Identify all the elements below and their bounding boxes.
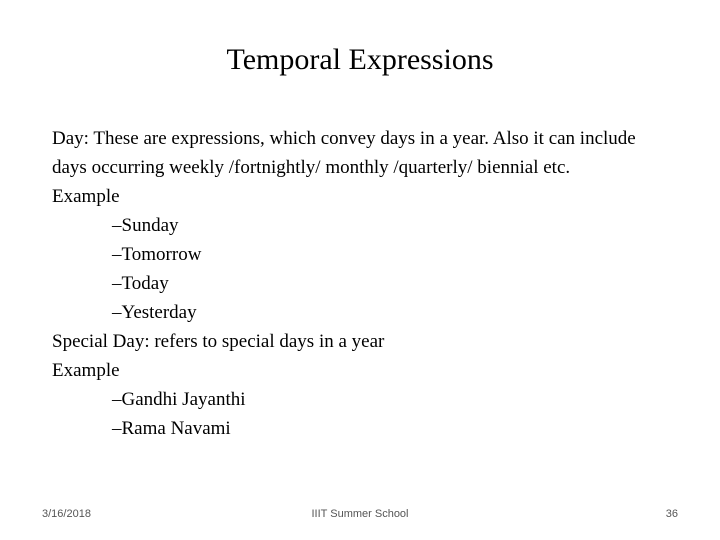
day-example-item: –Tomorrow [112,244,202,265]
slide-body [52,124,702,443]
day-definition-line-1: Day: These are expressions, which convey days in a year. Also it can include [52,128,636,149]
example-label: Example [52,186,120,207]
slide-title: Temporal Expressions [226,43,494,76]
example-label: Example [52,360,120,381]
special-day-example-item: –Rama Navami [112,418,231,439]
footer-page-number: 36 [665,508,678,520]
footer-center-text: IIIT Summer School [311,508,409,520]
day-example-item: –Sunday [112,215,179,236]
day-definition-line-2: days occurring weekly /fortnightly/ monthly /quarterly/ biennial etc. [52,157,571,178]
special-day-definition: Special Day: refers to special days in a year [52,331,385,352]
day-example-item: –Today [112,273,169,294]
special-day-example-item: –Gandhi Jayanthi [112,389,246,410]
day-example-item: –Yesterday [112,302,197,323]
footer-date: 3/16/2018 [42,508,91,520]
